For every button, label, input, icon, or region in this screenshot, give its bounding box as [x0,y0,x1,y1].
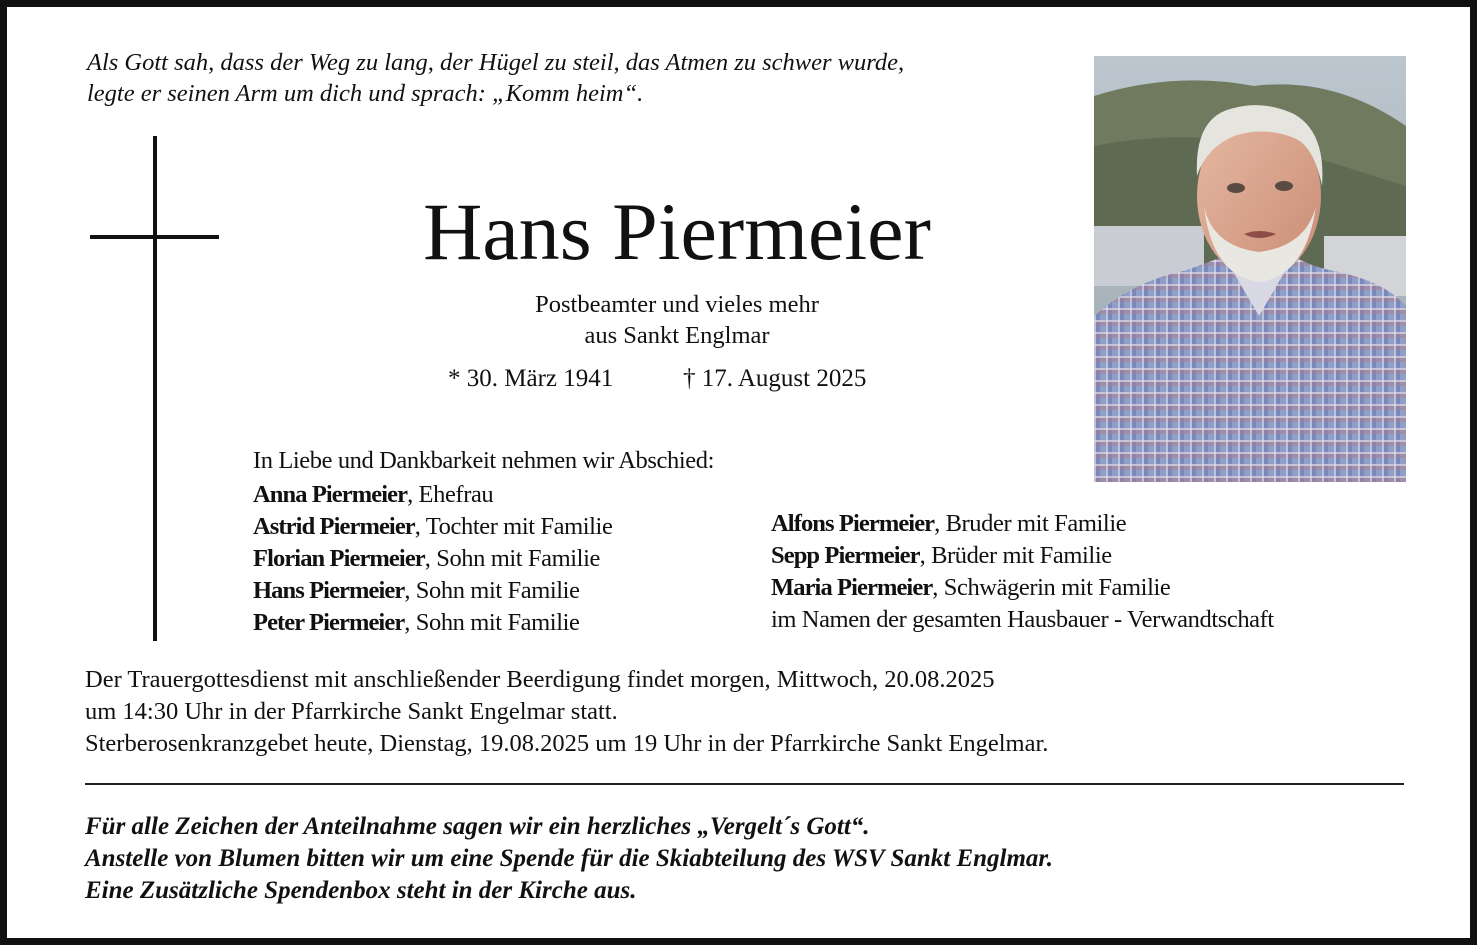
mourner-relation: , Sohn mit Familie [404,577,580,604]
funeral-service-info [85,664,1048,760]
mourner-relation: , Schwägerin mit Familie [932,574,1171,601]
list-item [253,511,612,543]
thanks-line-1: Für alle Zeichen der Anteilnahme sagen wir ein herzliches „Vergelt´s Gott“. [85,813,870,840]
mourner-name: Peter Piermeier [253,609,405,636]
list-item [253,575,612,607]
portrait-photo [1094,56,1406,482]
farewell-intro: In Liebe und Dankbarkeit nehmen wir Abschied: [253,447,714,474]
list-item [253,607,612,639]
mourner-name: Hans Piermeier [253,577,405,604]
list-item [771,540,1274,572]
mourner-relation: , Sohn mit Familie [424,545,600,572]
birth-date: * 30. März 1941 [448,365,614,392]
mourner-relation: , Bruder mit Familie [934,510,1127,537]
thanks-note [85,811,1053,907]
list-item [253,543,612,575]
service-line-3: Sterberosenkranzgebet heute, Dienstag, 19.08.2025 um 19 Uhr in der Pfarrkirche Sankt Engelmar. [85,730,1049,757]
mourner-name: Anna Piermeier [253,481,408,508]
mourner-relation: , Sohn mit Familie [404,609,580,636]
thanks-line-2: Anstelle von Blumen bitten wir um eine Spende für die Skiabteilung des WSV Sankt Englmar. [85,845,1054,872]
mourner-relation: , Ehefrau [407,481,494,508]
divider [85,783,1404,785]
list-item [253,479,612,511]
deceased-origin: aus Sankt Englmar [584,322,770,349]
cross-icon-vertical [153,136,157,641]
mourner-name: Alfons Piermeier [771,510,935,537]
deceased-occupation: Postbeamter und vieles mehr [535,291,819,318]
death-date: † 17. August 2025 [683,365,867,392]
motto-line-1: Als Gott sah, dass der Weg zu lang, der Hügel zu steil, das Atmen zu schwer wurde, [87,49,905,76]
cross-icon-horizontal [90,235,219,239]
mourner-name: Florian Piermeier [253,545,425,572]
service-line-2: um 14:30 Uhr in der Pfarrkirche Sankt Engelmar statt. [85,698,618,725]
mourner-relation: , Tochter mit Familie [414,513,613,540]
service-line-1: Der Trauergottesdienst mit anschließender Beerdigung findet morgen, Mittwoch, 20.08.2025 [85,666,995,693]
mourner-name: Sepp Piermeier [771,542,920,569]
mourners-list-right [771,508,1274,636]
deceased-name: Hans Piermeier [423,186,931,277]
family-closing: im Namen der gesamten Hausbauer - Verwandtschaft [771,606,1274,633]
list-item [771,572,1274,604]
mourners-list-left [253,479,612,639]
motto-line-2: legte er seinen Arm um dich und sprach: „Komm heim“. [87,80,644,107]
mourner-name: Astrid Piermeier [253,513,415,540]
list-item [771,508,1274,540]
mourner-relation: , Brüder mit Familie [919,542,1112,569]
mourner-name: Maria Piermeier [771,574,933,601]
thanks-line-3: Eine Zusätzliche Spendenbox steht in der Kirche aus. [85,877,637,904]
motto-quote [87,47,1087,109]
